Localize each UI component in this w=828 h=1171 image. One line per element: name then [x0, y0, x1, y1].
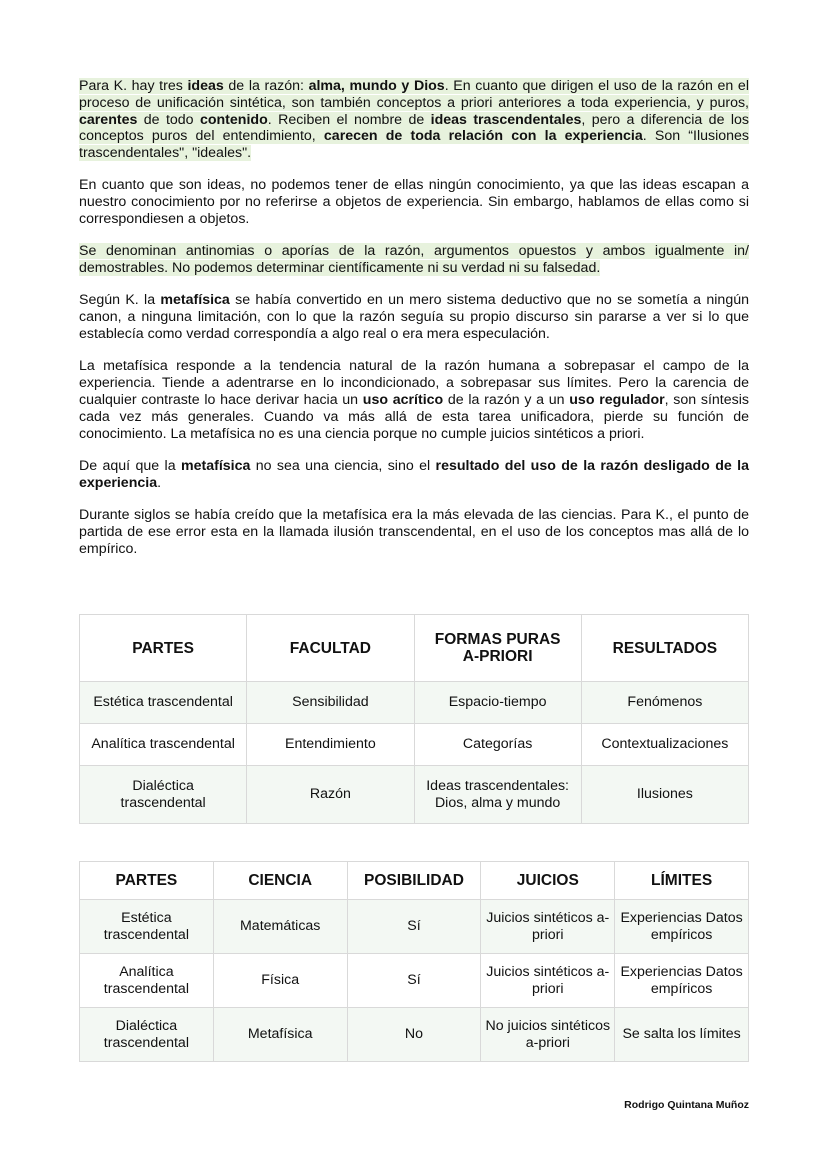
table-header-cell: PARTES [80, 615, 247, 682]
table-cell: Espacio-tiempo [414, 682, 581, 724]
table-row [80, 766, 749, 824]
table-cell: Física [213, 954, 347, 1008]
table-cell: Categorías [414, 724, 581, 766]
table-header-cell: PARTES [80, 862, 214, 900]
sciences-table [79, 861, 749, 1062]
paragraph-metaphysics-tendency: La metafísica responde a la tendencia natural de la razón humana a sobrepasar el campo de la experiencia. Tiende a adentrarse en lo incondicionado, a sobrepasar sus límites. Pero la carencia de cualquier contraste lo hace derivar hacia un uso acrítico de la razón y a un uso regulador, son síntesis cada vez más generales. Cuando va más allá de esta tarea unificadora, pierde su función de conocimiento. La metafísica no es una ciencia porque no cumple juicios sintéticos a priori. [79, 358, 749, 442]
paragraph-antinomies: Se denominan antinomias o aporías de la razón, argumentos opuestos y ambos igualmente in/ demostrables. No podemos determinar científicamente ni su verdad ni su falsedad. [79, 243, 749, 277]
table-header-cell: JUICIOS [481, 862, 615, 900]
table-header-cell: FORMAS PURAS A-PRIORI [414, 615, 581, 682]
table-row [80, 682, 749, 724]
table-cell: Juicios sintéticos a-priori [481, 900, 615, 954]
table-cell: Ideas trascendentales: Dios, alma y mundo [414, 766, 581, 824]
table-cell: No juicios sintéticos a-priori [481, 1008, 615, 1062]
table-cell: Dialéctica trascendental [80, 1008, 214, 1062]
table-cell: Analítica trascendental [80, 724, 247, 766]
table-cell: Experiencias Datos empíricos [615, 900, 749, 954]
table-cell: Entendimiento [247, 724, 414, 766]
document-body [79, 78, 749, 573]
table-cell: Sensibilidad [247, 682, 414, 724]
table-cell: Sí [347, 954, 481, 1008]
paragraph-not-science: De aquí que la metafísica no sea una ciencia, sino el resultado del uso de la razón desligado de la experiencia. [79, 457, 749, 491]
paragraph-ideas: Para K. hay tres ideas de la razón: alma, mundo y Dios. En cuanto que dirigen el uso de la razón en el proceso de unificación sintética, son también conceptos a priori anteriores a toda experiencia, y puros, carentes de todo contenido. Reciben el nombre de ideas trascendentales, pero a diferencia de los conceptos puros del entendimiento, carecen de toda relación con la experiencia. Son “Ilusiones trascendentales", "ideales". [79, 78, 750, 162]
author-signature: Rodrigo Quintana Muñoz [624, 1099, 749, 1111]
table-header-cell: CIENCIA [213, 862, 347, 900]
table-header-row [80, 862, 749, 900]
table-header-cell: LÍMITES [615, 862, 749, 900]
table-row [80, 900, 749, 954]
table-cell: Analítica trascendental [80, 954, 214, 1008]
table-cell: Estética trascendental [80, 900, 214, 954]
table-cell: Ilusiones [581, 766, 748, 824]
table-cell: Metafísica [213, 1008, 347, 1062]
paragraph-metaphysics-system: Según K. la metafísica se había convertido en un mero sistema deductivo que no se sometía a ningún canon, a ninguna limitación, con lo que la razón seguía su propio discurso sin pararse a ver si lo que establecía como verdad correspondía a algo real o era mera especulación. [79, 292, 749, 343]
table-cell: Experiencias Datos empíricos [615, 954, 749, 1008]
table-cell: Se salta los límites [615, 1008, 749, 1062]
table-cell: Juicios sintéticos a-priori [481, 954, 615, 1008]
table-cell: Estética trascendental [80, 682, 247, 724]
table-row [80, 1008, 749, 1062]
table-header-row [80, 615, 749, 682]
table-header-cell: RESULTADOS [581, 615, 748, 682]
table-cell: Contextualizaciones [581, 724, 748, 766]
table-cell: Fenómenos [581, 682, 748, 724]
table-cell: Sí [347, 900, 481, 954]
table-row [80, 724, 749, 766]
table-cell: Dialéctica trascendental [80, 766, 247, 824]
table-cell: Razón [247, 766, 414, 824]
table-header-cell: FACULTAD [247, 615, 414, 682]
table-cell: No [347, 1008, 481, 1062]
paragraph-knowledge: En cuanto que son ideas, no podemos tener de ellas ningún conocimiento, ya que las ideas escapan a nuestro conocimiento por no referirse a objetos de experiencia. Sin embargo, hablamos de ellas como si correspondiesen a objetos. [79, 177, 749, 228]
table-header-cell: POSIBILIDAD [347, 862, 481, 900]
table-row [80, 954, 749, 1008]
table-cell: Matemáticas [213, 900, 347, 954]
faculties-table [79, 614, 749, 824]
paragraph-transcendental-illusion: Durante siglos se había creído que la metafísica era la más elevada de las ciencias. Para K., el punto de partida de ese error esta en la llamada ilusión transcendental, en el uso de los conceptos mas allá de lo empírico. [79, 506, 749, 557]
